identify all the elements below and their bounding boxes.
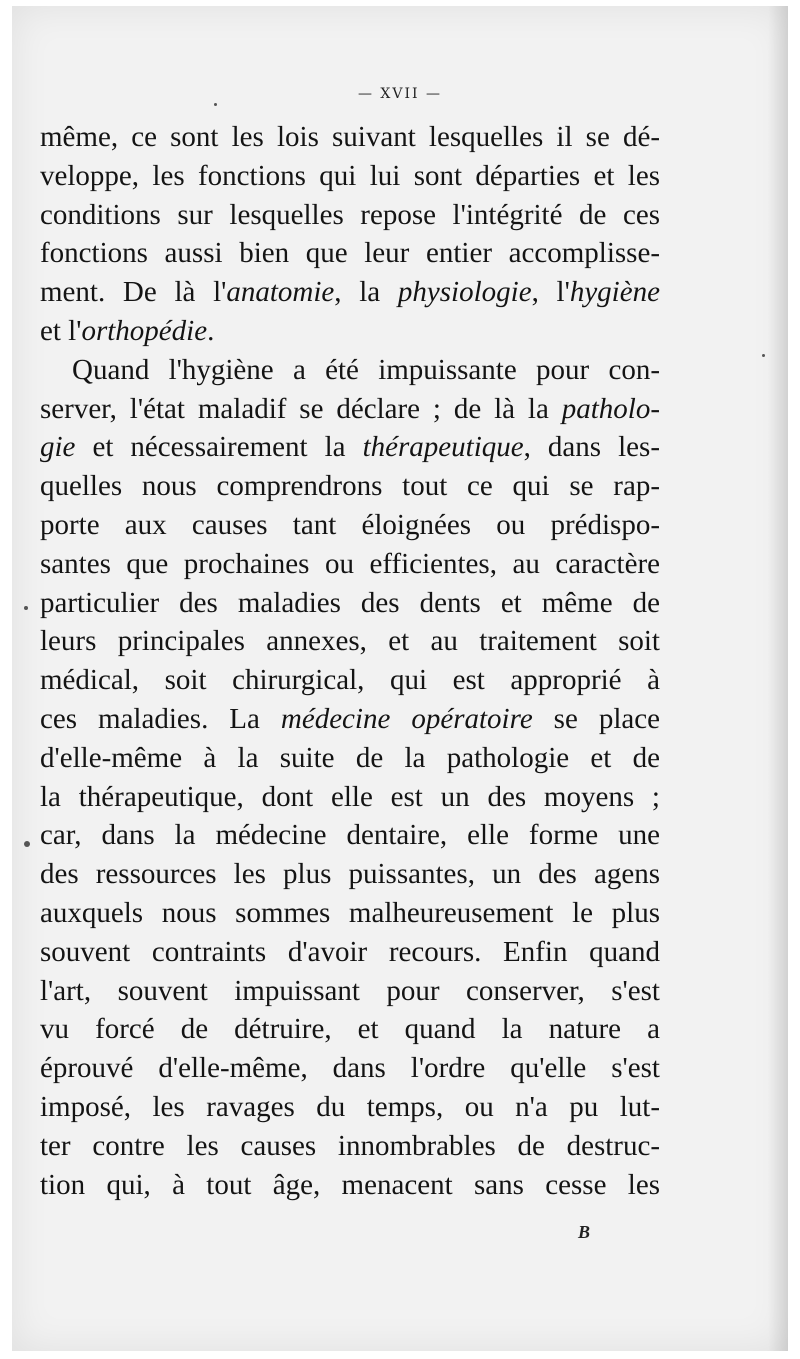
text-line — [40, 428, 660, 467]
text-line — [40, 312, 660, 351]
text-run: et nécessairement la — [75, 431, 363, 464]
text-line: fonctions aussi bien que leur entier accomplisse- — [40, 237, 660, 270]
text-line: médical, soit chirurgical, qui est approprié à — [40, 664, 660, 697]
text-line — [40, 273, 660, 312]
text-line: éprouvé d'elle-même, dans l'ordre qu'elle s'est — [40, 1052, 660, 1085]
page-folio: — XVII — — [357, 86, 443, 102]
text-line: ter contre les causes innombrables de destruc- — [40, 1129, 660, 1162]
term-therapeutique: thérapeutique — [362, 431, 524, 464]
text-line: car, dans la médecine dentaire, elle forme une — [40, 819, 660, 852]
text-line: souvent contraints d'avoir recours. Enfin quand — [40, 935, 660, 968]
text-line: imposé, les ravages du temps, ou n'a pu lut- — [40, 1090, 660, 1123]
print-speck — [24, 841, 30, 847]
text-line: particulier des maladies des dents et même de — [40, 586, 660, 619]
term-physiologie: physiologie — [397, 276, 532, 309]
text-line: tion qui, à tout âge, menacent sans cesse les — [40, 1168, 660, 1201]
text-line: porte aux causes tant éloignées ou prédispo- — [40, 508, 660, 541]
text-line: quelles nous comprendrons tout ce qui se rap- — [40, 470, 660, 503]
text-line — [40, 390, 660, 429]
text-line: la thérapeutique, dont elle est un des moyens ; — [40, 780, 660, 813]
text-line: d'elle-même à la suite de la pathologie et de — [40, 741, 660, 774]
text-run: ces maladies. La — [40, 702, 281, 735]
text-line: veloppe, les fonctions qui lui sont départies et les — [40, 159, 660, 192]
term-medecine-operatoire: médecine opératoire — [280, 702, 533, 735]
print-speck — [24, 606, 28, 610]
text-run: server, l'état maladif se déclare ; de là la — [40, 392, 562, 425]
text-line: santes que prochaines ou efficientes, au caractère — [40, 547, 660, 580]
text-run: , la — [334, 276, 398, 309]
term-pathologie-end: gie — [40, 431, 76, 464]
page-gutter-shadow — [768, 6, 788, 1351]
text-line: Quand l'hygiène a été impuissante pour con- — [72, 353, 660, 386]
text-line: des ressources les plus puissantes, un des agens — [40, 858, 660, 891]
text-run: se place — [532, 702, 660, 735]
text-run: , dans les- — [523, 431, 660, 464]
text-run: et l' — [40, 314, 82, 347]
text-line: leurs principales annexes, et au traitement soit — [40, 625, 660, 658]
text-run: . — [207, 314, 215, 347]
term-pathologie: patholo- — [561, 392, 660, 425]
text-line: conditions sur lesquelles repose l'intégrité de ces — [40, 198, 660, 231]
text-line: auxquels nous sommes malheureusement le plus — [40, 896, 660, 929]
signature-mark: B — [578, 1222, 591, 1242]
body-text — [40, 118, 660, 1204]
print-speck — [762, 354, 765, 357]
text-run: ment. De là l' — [40, 276, 227, 309]
text-line — [40, 700, 660, 739]
text-line: vu forcé de détruire, et quand la nature a — [40, 1013, 660, 1046]
term-hygiene: hygiène — [569, 276, 660, 309]
text-run: , l' — [531, 276, 570, 309]
term-orthopedie: orthopédie — [81, 314, 208, 347]
term-anatomie: anatomie — [226, 276, 335, 309]
print-speck — [214, 103, 217, 106]
text-line: l'art, souvent impuissant pour conserver, s'est — [40, 974, 660, 1007]
text-line: même, ce sont les lois suivant lesquelles il se dé- — [40, 121, 660, 153]
